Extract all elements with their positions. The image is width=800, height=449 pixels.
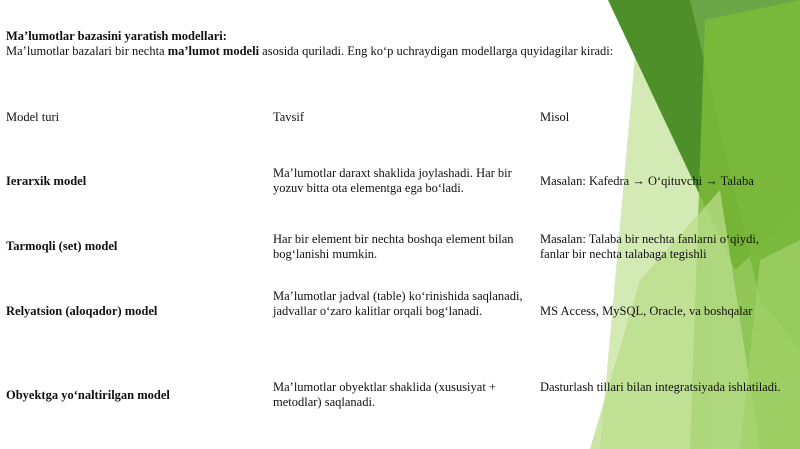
intro-text-end: asosida quriladi. Eng ko‘p uchraydigan modellarga quyidagilar kiradi: bbox=[259, 44, 614, 58]
intro-bold-term: ma’lumot modeli bbox=[167, 44, 260, 58]
row-3-example: MS Access, MySQL, Oracle, va boshqalar bbox=[540, 304, 753, 318]
row-1-description: Ma’lumotlar daraxt shaklida joylashadi. Har bir yozuv bitta ota elementga ega bo‘ladi. bbox=[273, 166, 512, 195]
row-2-model: Tarmoqli (set) model bbox=[6, 239, 118, 253]
slide-title: Ma’lumotlar bazasini yaratish modellari: bbox=[6, 29, 227, 43]
row-4-model: Obyektga yo‘naltirilgan model bbox=[6, 388, 170, 402]
intro-text-start: Ma’lumotlar bazalari bir nechta bbox=[6, 44, 168, 58]
row-4-example: Dasturlash tillari bilan integratsiyada ishlatiladi. bbox=[540, 380, 781, 394]
header-example: Misol bbox=[540, 110, 570, 124]
row-1-example: Masalan: Kafedra → O‘qituvchi → Talaba bbox=[540, 174, 754, 188]
row-1-model: Ierarxik model bbox=[6, 174, 87, 188]
row-2-example: Masalan: Talaba bir nechta fanlarni o‘qiydi, fanlar bir nechta talabaga tegishli bbox=[540, 232, 759, 261]
row-3-model: Relyatsion (aloqador) model bbox=[6, 304, 158, 318]
row-2-description: Har bir element bir nechta boshqa element bilan bog‘lanishi mumkin. bbox=[273, 232, 514, 261]
row-3-description: Ma’lumotlar jadval (table) ko‘rinishida saqlanadi, jadvallar o‘zaro kalitlar orqali bog‘lanadi. bbox=[273, 289, 523, 318]
header-model-type: Model turi bbox=[6, 110, 60, 124]
intro-paragraph bbox=[6, 44, 626, 59]
header-description: Tavsif bbox=[273, 110, 305, 124]
row-4-description: Ma’lumotlar obyektlar shaklida (xususiyat + metodlar) saqlanadi. bbox=[273, 380, 496, 409]
